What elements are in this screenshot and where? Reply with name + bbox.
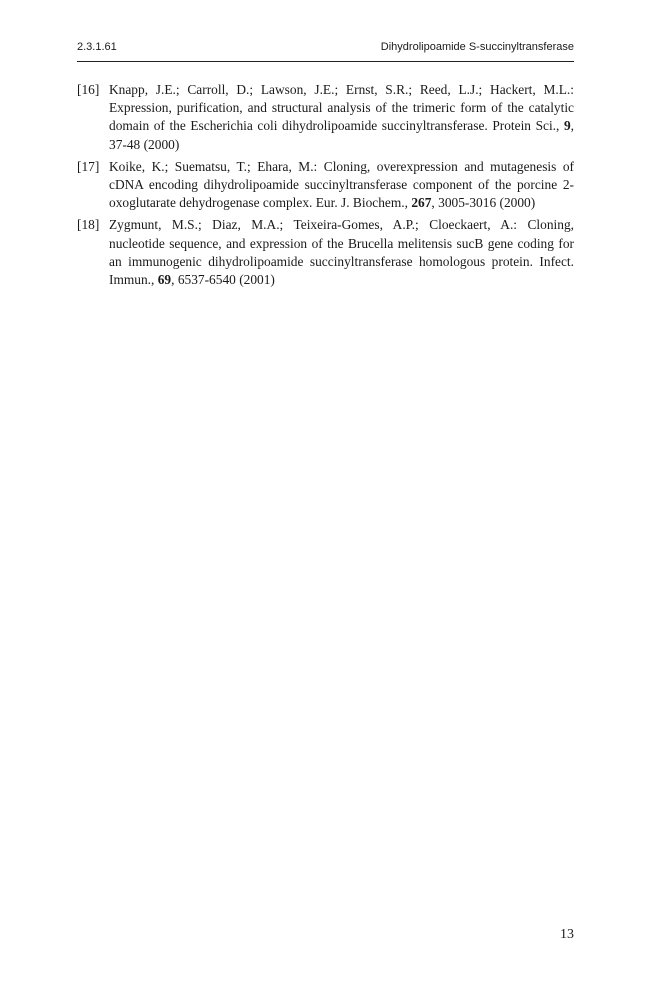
reference-number: [18]: [77, 217, 100, 233]
reference-number: [17]: [77, 158, 100, 174]
running-title: Dihydrolipoamide S-succinyltransferase: [380, 41, 574, 53]
page-number: 13: [560, 927, 574, 942]
reference-pages-year: , 6537-6540 (2001): [171, 272, 275, 288]
reference-item: [77, 81, 574, 154]
reference-pages-year: , 3005-3016 (2000): [431, 195, 536, 211]
reference-pages-year: , 37-48 (2000): [109, 118, 574, 152]
running-header: [77, 38, 574, 56]
reference-volume: 267: [411, 195, 432, 211]
reference-volume: 69: [157, 272, 172, 288]
reference-item: [77, 216, 574, 289]
reference-number: [16]: [77, 82, 100, 97]
reference-text: Zygmunt, M.S.; Diaz, M.A.; Teixeira-Gomes, A.P.; Cloeckaert, A.: Cloning, nucleotide sequence, and expression of the Brucella melitensis sucB gene coding for an immunogenic dihydrolipoamide succinyltransferase homologous protein. Infect. Immun.,: [109, 217, 574, 288]
header-rule: [77, 61, 574, 62]
reference-item: [77, 158, 574, 213]
reference-list: [77, 81, 574, 293]
section-number: 2.3.1.61: [77, 41, 117, 53]
reference-text: Knapp, J.E.; Carroll, D.; Lawson, J.E.; Ernst, S.R.; Reed, L.J.; Hackert, M.L.: Expression, purification, and structural analysis of the trimeric form of the catalytic domain of the Escherichia coli dihydrolipoamide succinyltransferase. Protein Sci.,: [109, 82, 574, 134]
reference-text: Koike, K.; Suematsu, T.; Ehara, M.: Cloning, overexpression and mutagenesis of cDNA encoding dihydrolipoamide succinyltransferase component of the porcine 2-oxoglutarate dehydrogenase complex. Eur. J. Biochem.,: [109, 158, 574, 211]
reference-volume: 9: [563, 118, 571, 134]
